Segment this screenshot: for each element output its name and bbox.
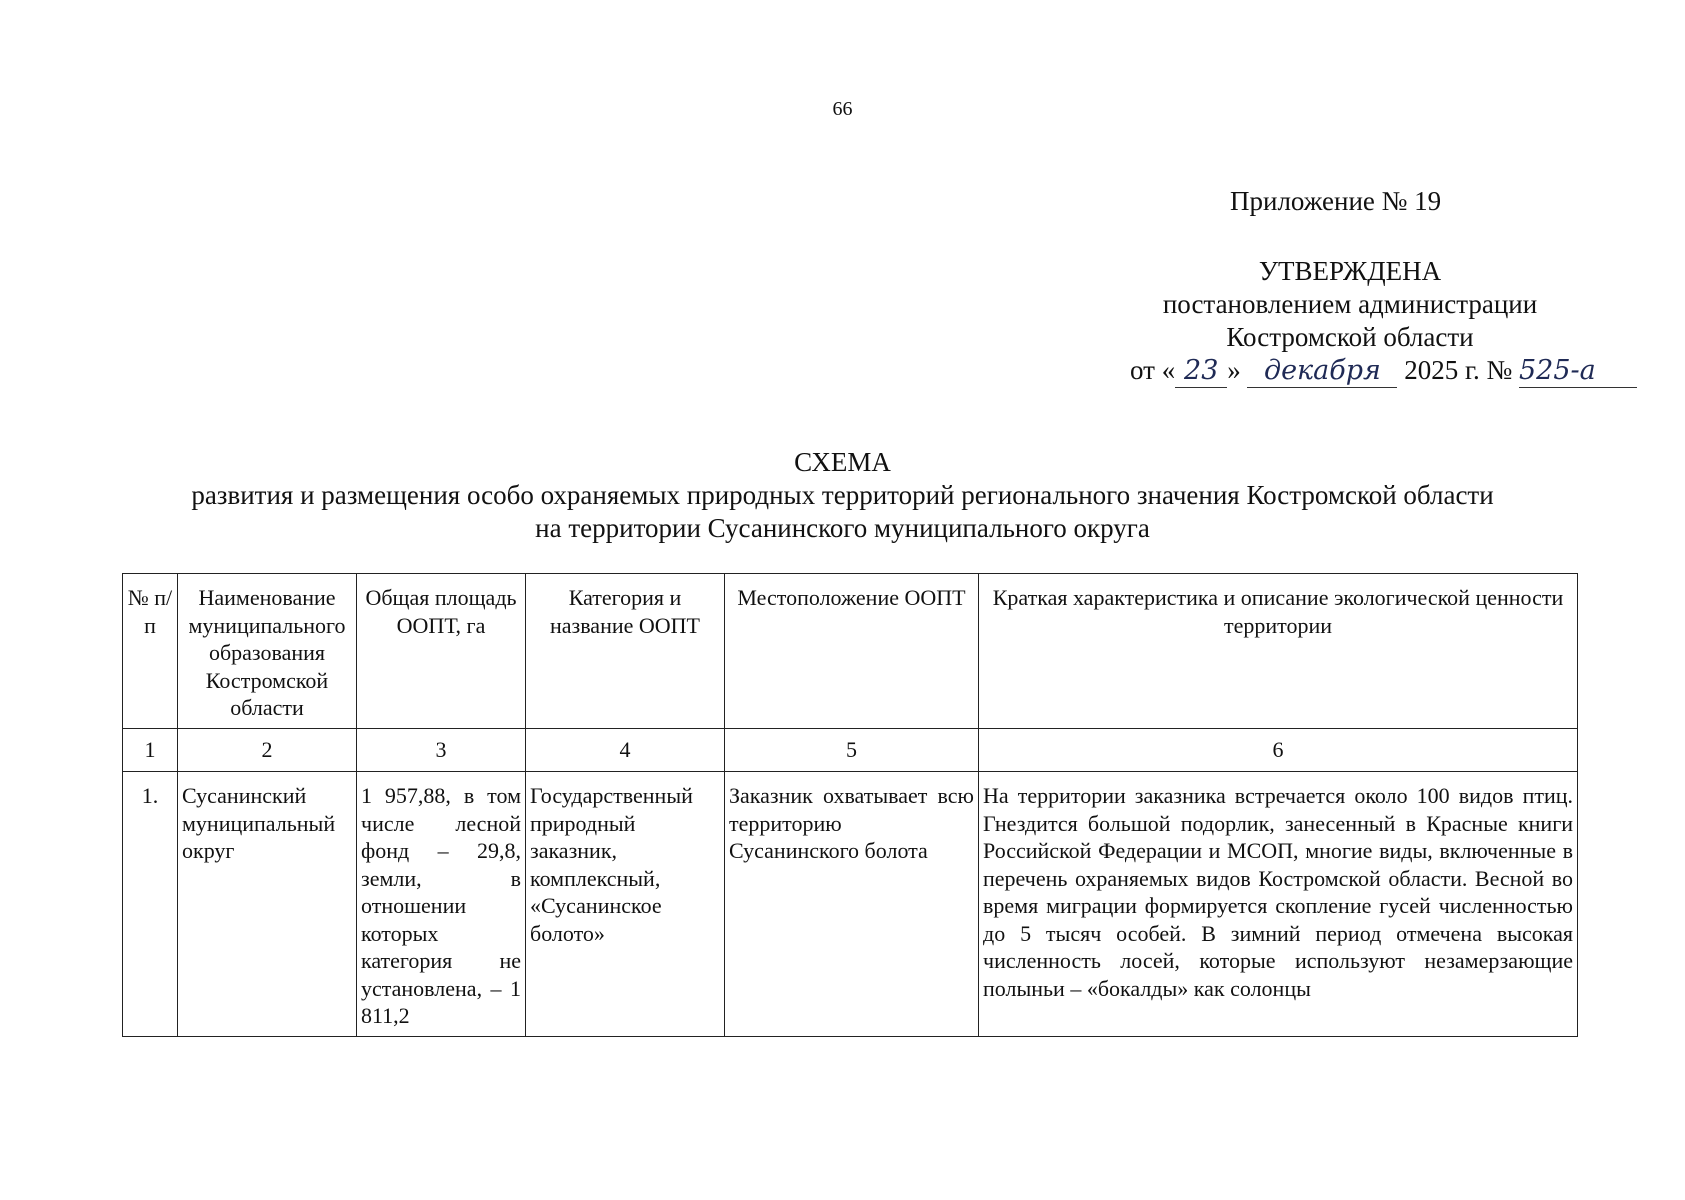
row-category: Государственный природный заказник, комплексный, «Сусанинское болото» [526, 772, 725, 1037]
date-year: 2025 г. № [1404, 355, 1513, 385]
title-line-2: на территории Сусанинского муниципального округа [535, 513, 1150, 543]
approved-heading: УТВЕРЖДЕНА [1258, 256, 1442, 286]
handwritten-day: 23 [1175, 354, 1227, 388]
header-description: Краткая характеристика и описание экологической ценности территории [979, 574, 1578, 729]
column-number: 6 [979, 729, 1578, 772]
column-number: 2 [178, 729, 357, 772]
document-title [0, 446, 1685, 545]
row-location: Заказник охватывает всю территорию Сусанинского болота [725, 772, 979, 1037]
row-description: На территории заказника встречается около 100 видов птиц. Гнездится большой подорлик, занесенный в Красные книги Российской Федерации и МСОП, многие виды, включенные в перечень охраняемых видов Костромской области. Весной во время миграции формируется скопление гусей численностью до 5 тысяч особей. В зимний период отмечена высокая численность лосей, которые используют незамерзающие полыньи – «бокалды» как солонцы [979, 772, 1578, 1037]
header-municipality: Наименование муниципального образования Костромской области [178, 574, 357, 729]
column-number: 1 [123, 729, 178, 772]
row-num: 1. [123, 772, 178, 1037]
column-number: 4 [526, 729, 725, 772]
approved-by-line-1: постановлением администрации [1162, 289, 1538, 319]
date-prefix: от « [1130, 355, 1176, 385]
row-area: 1 957,88, в том числе лесной фонд – 29,8, земли, в отношении которых категория не установлена, – 1 811,2 [357, 772, 526, 1037]
title-line-1: развития и размещения особо охраняемых природных территорий регионального значения Костромской области [191, 480, 1494, 510]
header-num: № п/п [123, 574, 178, 729]
header-area: Общая площадь ООПТ, га [357, 574, 526, 729]
approval-date-line [1130, 354, 1596, 388]
column-number-row [123, 729, 1578, 772]
protected-areas-table [122, 573, 1578, 1037]
approved-by-line-2: Костромской области [1226, 322, 1474, 352]
header-category: Категория и название ООПТ [526, 574, 725, 729]
appendix-label: Приложение № 19 [1230, 186, 1442, 216]
column-number: 5 [725, 729, 979, 772]
table-row [123, 772, 1578, 1037]
page-number: 66 [832, 98, 853, 120]
date-mid: » [1227, 355, 1241, 385]
approved-stamp-text [1130, 255, 1596, 388]
handwritten-month: декабря [1247, 354, 1397, 388]
handwritten-doc-number: 525-а [1519, 354, 1637, 388]
row-municipality: Сусанинский муниципальный округ [178, 772, 357, 1037]
column-number: 3 [357, 729, 526, 772]
title-heading: СХЕМА [794, 447, 891, 477]
table-header-row [123, 574, 1578, 729]
header-location: Местоположение ООПТ [725, 574, 979, 729]
